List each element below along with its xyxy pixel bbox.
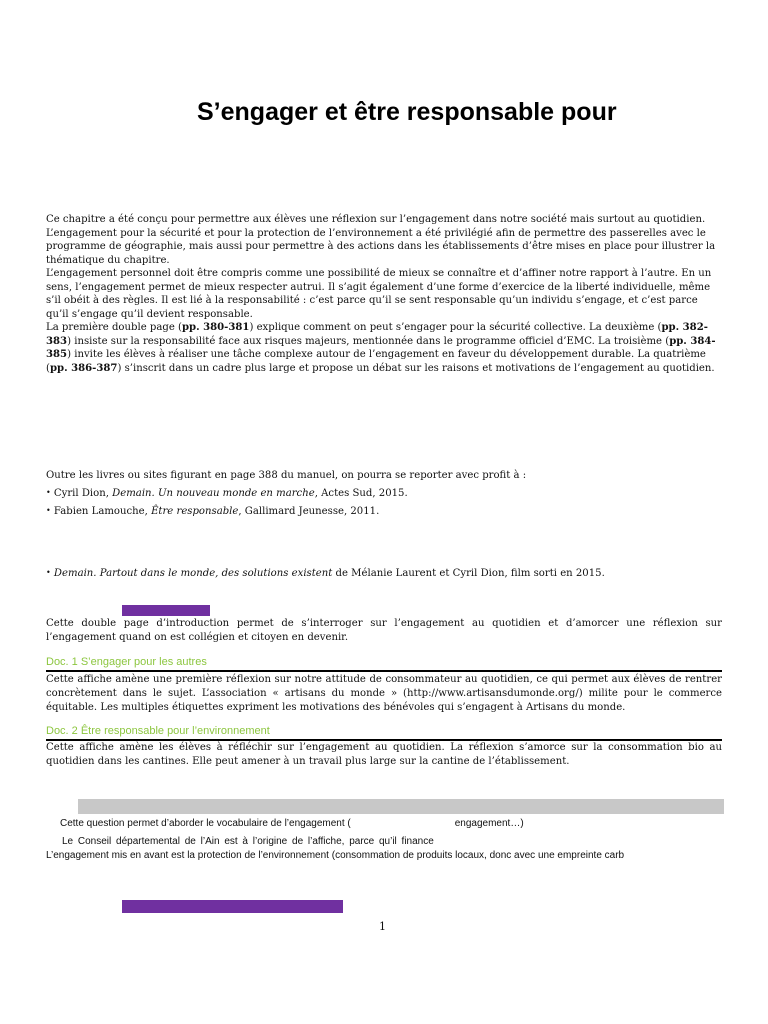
doc1-section [46, 673, 722, 715]
intro-p3-text: ) insiste sur la responsabilité face aux risques majeurs, mentionnée dans le programme officiel d’EMC. La troisième ( [67, 335, 670, 347]
page-ref: pp. 382-383 [46, 322, 708, 347]
bullet-icon: • [46, 506, 51, 515]
intro-p3-text: ) explique comment on peut s’engager pour la sécurité collective. La deuxième ( [249, 322, 662, 333]
intro-paragraph-2: L’engagement personnel doit être compris comme une possibilité de mieux se connaître et d’affiner notre rapport à l’autre. En un sens, l’engagement permet de mieux respecter autrui. Il s’agit également d’une forme d’exercice de la liberté individuelle, même s’il obéit à des règles. Il est lié à la responsabilité : c’est parce qu’il se sent responsable qu’un individu s’engage, et c’est parce qu’il s’engage qu’il devient responsable. [46, 268, 712, 320]
doc2-text: Cette affiche amène les élèves à réfléchir sur l’engagement au quotidien. La réflexion s’amorce sur la consommation bio au quotidien dans les cantines. Elle peut amener à un travail plus large sur la cantine de l’établissement. [46, 742, 722, 767]
section-marker-bar [122, 605, 210, 616]
intro-p3-text: ) invite les élèves à réaliser une tâche complexe autour de l’engagement en faveur du développement durable. La quatrième ( [46, 349, 706, 374]
bibliography-item [46, 502, 722, 520]
page-ref: pp. 386-387 [49, 362, 118, 374]
double-page-text: Cette double page d’introduction permet de s’interroger sur l’engagement au quotidien et d’amorcer une réflexion sur l’engagement quand on est collégien et citoyen en devenir. [46, 618, 722, 643]
film-item [46, 566, 722, 581]
book-publisher: , Actes Sud, 2015. [314, 488, 408, 499]
question-header-bar [78, 799, 724, 814]
intro-paragraph-1: Ce chapitre a été conçu pour permettre aux élèves une réflexion sur l’engagement dans notre société mais surtout au quotidien. L’engagement pour la sécurité et pour la protection de l’environnement a été privilégié afin de permettre des passerelles avec le programme de géographie, mais aussi pour permettre à des actions dans les établissements d’être mises en place pour illustrer la thématique du chapitre. [46, 214, 716, 266]
book-author: Cyril Dion, [50, 488, 113, 499]
section-marker-bar [122, 900, 343, 913]
page-ref: pp. 384-385 [46, 335, 716, 360]
doc1-text: Cette affiche amène une première réflexion sur notre attitude de consommateur au quotidien, ce qui permet aux élèves de rentrer concrètement dans le sujet. L’association « artisans du monde » (http://www.artisansdumonde.org/) milite pour le commerce équitable. Les multiples étiquettes expriment les motivations des bénévoles qui s’engagent à Artisans du monde. [46, 674, 722, 713]
page-number: 1 [379, 920, 386, 933]
bibliography-section [46, 467, 722, 520]
bibliography-item [46, 484, 722, 502]
answer-1-text: Cette question permet d’aborder le vocabulaire de l’engagement ( [60, 818, 351, 829]
doc1-heading: Doc. 1 S’engager pour les autres [46, 656, 722, 672]
film-credits: de Mélanie Laurent et Cyril Dion, film sorti en 2015. [332, 568, 605, 579]
doc2-heading: Doc. 2 Être responsable pour l’environnement [46, 725, 722, 741]
film-title: Demain. Partout dans le monde, des solutions existent [50, 568, 333, 579]
book-publisher: , Gallimard Jeunesse, 2011. [238, 506, 380, 517]
film-section [46, 566, 722, 581]
page-ref: pp. 380-381 [181, 322, 250, 333]
intro-p3-text: La première double page ( [46, 322, 182, 333]
book-author: Fabien Lamouche, [50, 506, 152, 517]
double-page-intro [46, 617, 722, 645]
intro-p3-text: ) s’inscrit dans un cadre plus large et propose un débat sur les raisons et motivations de l’engagement au quotidien. [117, 362, 715, 374]
bullet-icon: • [46, 568, 51, 577]
page-title: S’engager et être responsable pour [197, 98, 617, 126]
doc2-section [46, 741, 722, 769]
answer-2: Le Conseil départemental de l’Ain est à l’origine de l’affiche, parce qu’il finance [62, 836, 434, 847]
bibliography-lead: Outre les livres ou sites figurant en page 388 du manuel, on pourra se reporter avec profit à : [46, 470, 527, 481]
answer-1 [60, 818, 524, 829]
book-title: Être responsable [151, 506, 239, 517]
bullet-icon: • [46, 488, 51, 497]
intro-section [46, 213, 722, 375]
intro-paragraph-3 [46, 321, 722, 375]
book-title: Demain. Un nouveau monde en marche [112, 488, 315, 499]
answer-3: L’engagement mis en avant est la protection de l’environnement (consommation de produits locaux, donc avec une empreinte carb [46, 850, 625, 861]
answer-1-end: engagement…) [454, 818, 524, 829]
